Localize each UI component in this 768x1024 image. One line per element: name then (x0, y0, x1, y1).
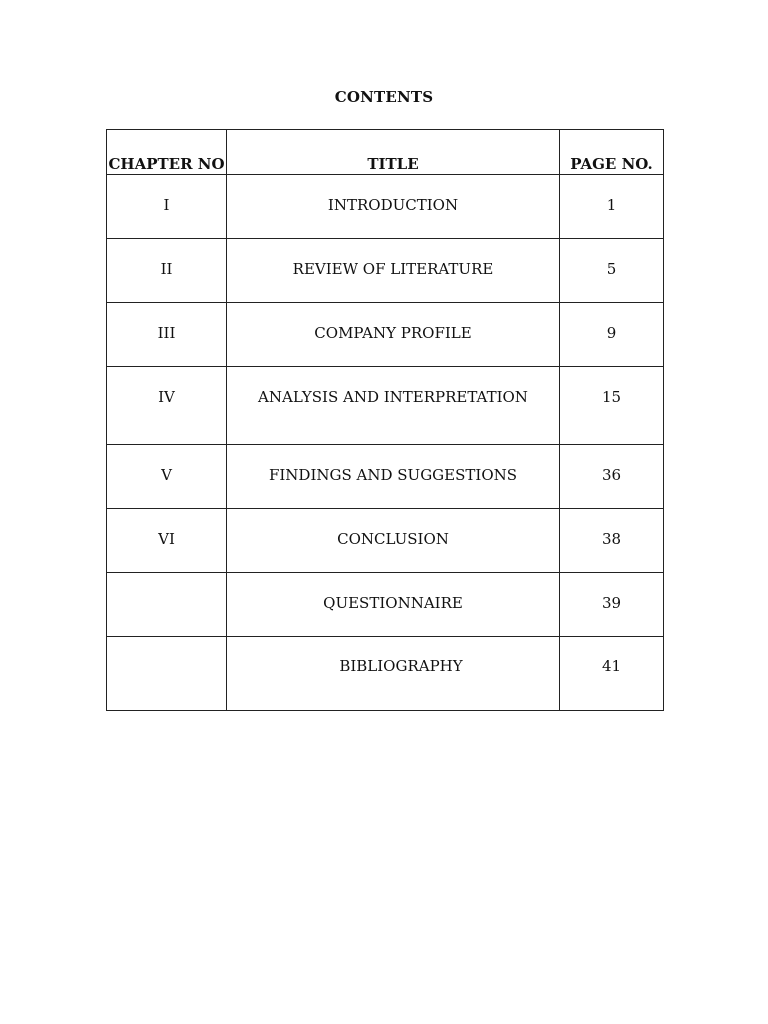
page-number: 9 (560, 303, 664, 367)
table-header-row (107, 130, 664, 175)
table-row (107, 573, 664, 637)
page-number: 36 (560, 445, 664, 509)
chapter-title: CONCLUSION (227, 509, 560, 573)
chapter-number: III (107, 303, 227, 367)
chapter-title: ANALYSIS AND INTERPRETATION (227, 367, 560, 445)
header-page-no: PAGE NO. (560, 130, 664, 175)
chapter-title: QUESTIONNAIRE (227, 573, 560, 637)
table-row (107, 637, 664, 711)
chapter-number: V (107, 445, 227, 509)
table-row (107, 303, 664, 367)
header-chapter-no: CHAPTER NO (107, 130, 227, 175)
chapter-number: IV (107, 367, 227, 445)
page-number: 1 (560, 175, 664, 239)
page-title: CONTENTS (334, 88, 434, 106)
header-title: TITLE (227, 130, 560, 175)
chapter-number: I (107, 175, 227, 239)
chapter-title: INTRODUCTION (227, 175, 560, 239)
chapter-number (107, 637, 227, 711)
chapter-number (107, 573, 227, 637)
page-number: 5 (560, 239, 664, 303)
page-number: 41 (560, 637, 664, 711)
table-row (107, 509, 664, 573)
chapter-number: VI (107, 509, 227, 573)
page-number: 39 (560, 573, 664, 637)
page-number: 15 (560, 367, 664, 445)
chapter-title: REVIEW OF LITERATURE (227, 239, 560, 303)
chapter-title: COMPANY PROFILE (227, 303, 560, 367)
table-row (107, 445, 664, 509)
chapter-number: II (107, 239, 227, 303)
page-number: 38 (560, 509, 664, 573)
table-row (107, 367, 664, 445)
chapter-title: BIBLIOGRAPHY (227, 637, 560, 711)
chapter-title: FINDINGS AND SUGGESTIONS (227, 445, 560, 509)
contents-table (106, 129, 664, 711)
table-row (107, 239, 664, 303)
table-row (107, 175, 664, 239)
